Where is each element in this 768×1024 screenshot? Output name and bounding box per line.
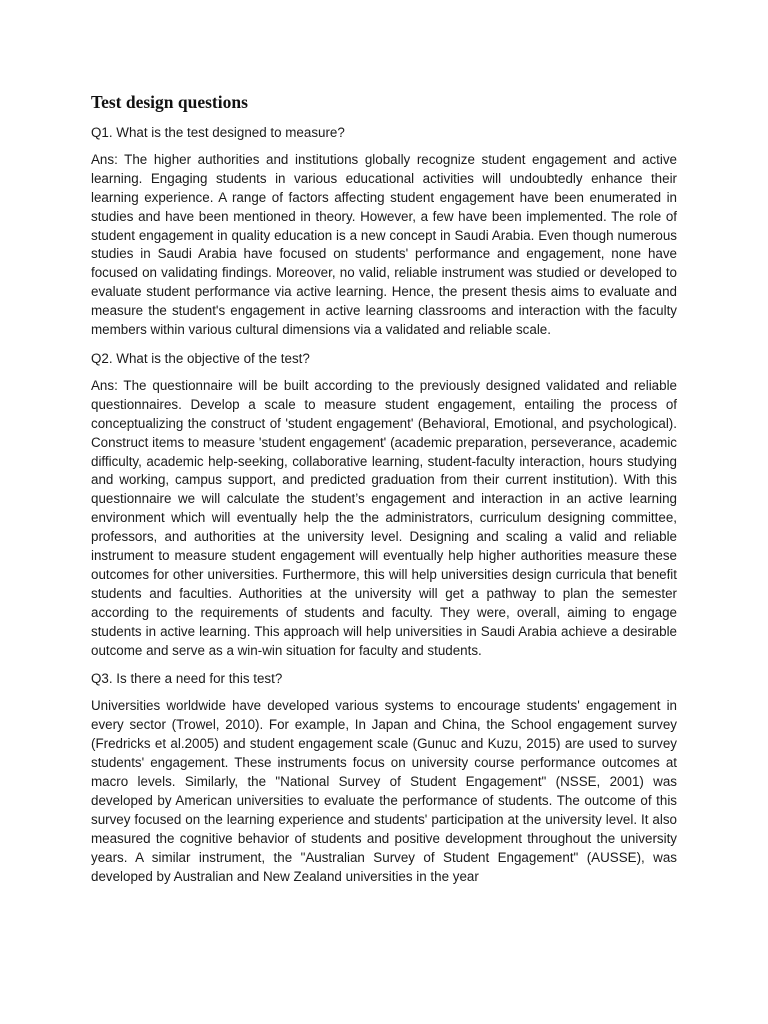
question-3: Q3. Is there a need for this test? [91,671,283,687]
document-page [91,90,677,896]
document-title: Test design questions [91,92,248,112]
question-2: Q2. What is the objective of the test? [91,350,310,366]
answer-2: Ans: The questionnaire will be built according to the previously designed validated and reliable questionnaires. Develop a scale to measure student engagement, entailing the process of conceptualizing the construct of 'student engagement' (Behavioral, Emotional, and psychological). Construct items to measure 'student engagement' (academic preparation, perseverance, academic difficulty, academic help-seeking, collaborative learning, student-faculty interaction, hours studying and working, campus support, and predicted graduation from their current institution). With this questionnaire we will calculate the student’s engagement and interaction in an active learning environment which will eventually help the the administrators, curriculum designing committee, professors, and authorities at the university level. Designing and scaling a valid and reliable instrument to measure student engagement will eventually help higher authorities measure these outcomes for other universities. Furthermore, this will help universities design curricula that benefit students and faculties. Authorities at the university will get a pathway to plan the semester according to the requirements of students and faculty. They were, overall, aiming to engage students in active learning. This approach will help universities in Saudi Arabia achieve a desirable outcome and serve as a win-win situation for faculty and students. [91,377,677,658]
question-1: Q1. What is the test designed to measure? [91,125,345,140]
answer-3: Universities worldwide have developed various systems to encourage students' engagement in every sector (Trowel, 2010). For example, In Japan and China, the School engagement survey (Fredricks et al.2005) and student engagement scale (Gunuc and Kuzu, 2015) are used to survey students' engagement. These instruments focus on university course performance outcomes at macro levels. Similarly, the "National Survey of Student Engagement" (NSSE, 2001) was developed by American universities to evaluate the performance of students. The outcome of this survey focused on the learning experience and students' participation at the university level. It also measured the cognitive behavior of students and positive development throughout the university years. A similar instrument, the "Australian Survey of Student Engagement" (AUSSE), was developed by Australian and New Zealand universities in the year [91,698,677,884]
answer-1: Ans: The higher authorities and institutions globally recognize student engagement and active learning. Engaging students in various educational activities will undoubtedly enhance their learning experience. A range of factors affecting student engagement have been enumerated in studies and have been mentioned in theory. However, a few have been implemented. The role of student engagement in quality education is a new concept in Saudi Arabia. Even though numerous studies in Saudi Arabia have focused on students' performance and engagement, none have focused on validating findings. Moreover, no valid, reliable instrument was studied or developed to evaluate student performance via active learning. Hence, the present thesis aims to evaluate and measure the student's engagement in active learning classrooms and interaction with the faculty members within various cultural dimensions via a validated and reliable scale. [91,151,677,338]
